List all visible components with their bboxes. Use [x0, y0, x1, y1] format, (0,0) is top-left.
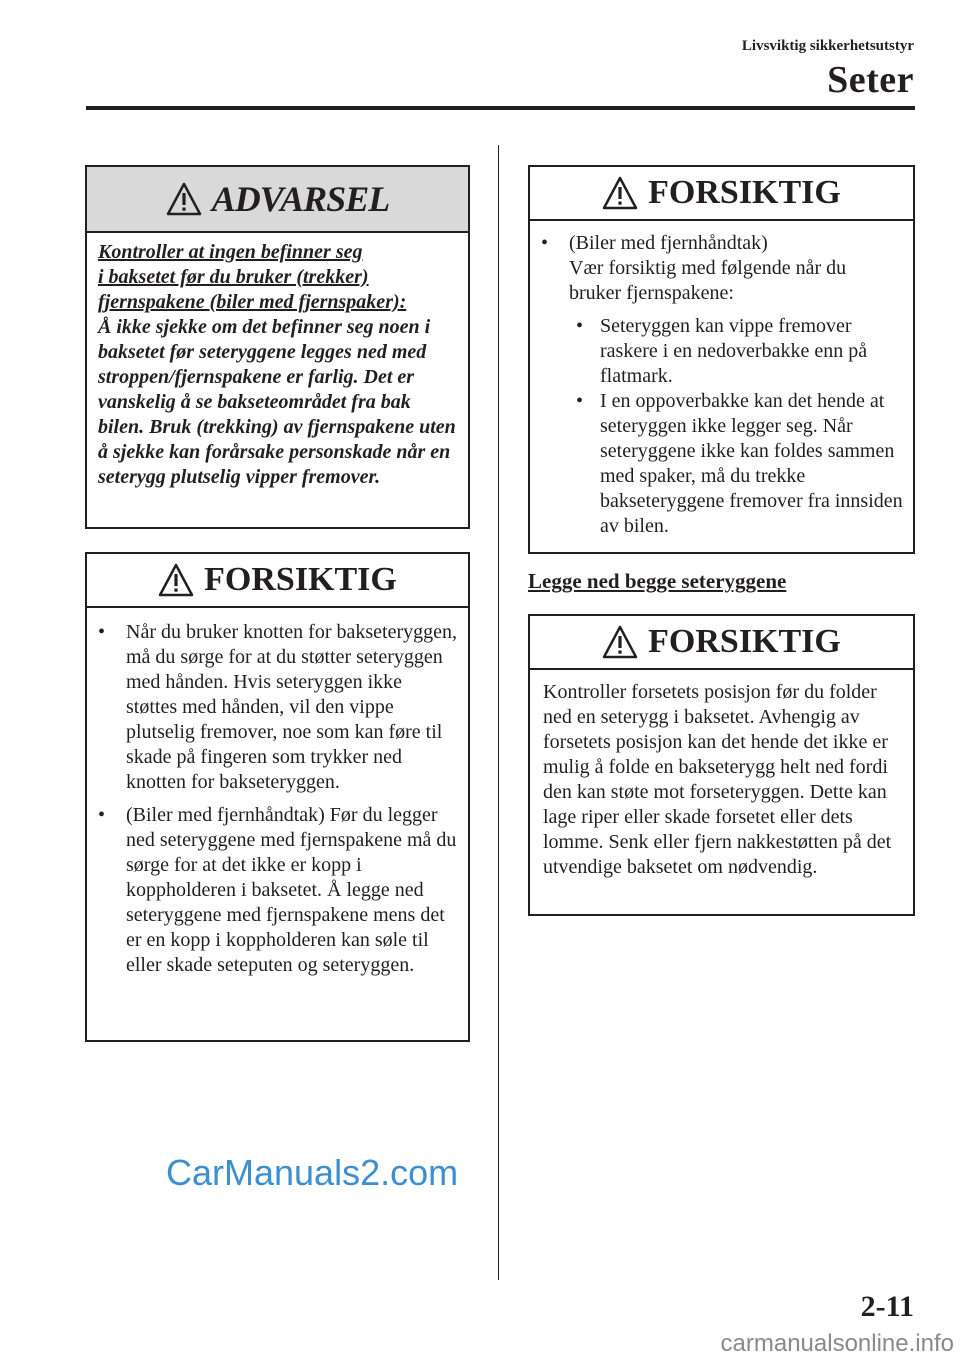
warning-triangle-icon: [166, 182, 202, 216]
sub-bullet: •: [576, 390, 584, 412]
caution-box-header: [87, 554, 468, 608]
header-rule: [86, 106, 915, 110]
caution-label: FORSIKTIG: [204, 561, 397, 598]
caution-box-left: [85, 552, 470, 1042]
warning-underlined-line: i baksetet før du bruker (trekker): [98, 266, 369, 288]
list-item-text: Vær forsiktig med følgende når du bruker fjernspakene:: [569, 257, 847, 304]
caution-body: [530, 221, 913, 539]
warning-box-header: [87, 167, 468, 233]
section-title: Livsviktig sikkerhetsutstyr: [741, 38, 914, 54]
list-item: [98, 803, 458, 978]
warning-underlined-line: Kontroller at ingen befinner seg: [98, 241, 363, 263]
warning-box: [85, 165, 470, 529]
caution-body: [87, 608, 468, 978]
section-heading: Legge ned begge seteryggene: [528, 569, 787, 593]
footer-watermark[interactable]: carmanualsonline.info: [720, 1330, 954, 1357]
warning-underlined-line: fjernspakene (biler med fjernspaker):: [98, 291, 407, 313]
caution-box-right-bottom: [528, 614, 915, 916]
caution-box-header: [530, 616, 913, 670]
list-item-text: (Biler med fjernhåndtak) Før du legger ned seteryggene med fjernspakene må du sørge for at det ikke er kopp i koppholderen i baksetet. Å legge ned seteryggene med fjernspakene mens det er en kopp i koppholderen kan søle til eller skade seteputen og seteryggen.: [126, 804, 457, 976]
sub-list-item-text: I en oppoverbakke kan det hende at seteryggen ikke legger seg. Når seteryggene ikke kan foldes sammen med spaker, må du trekke bakseteryggene fremover fra innsiden av bilen.: [600, 390, 903, 537]
caution-box-right-top: [528, 165, 915, 554]
sub-bullet: •: [576, 315, 584, 337]
warning-triangle-icon: [602, 176, 638, 210]
sub-list-item-text: Seteryggen kan vippe fremover raskere i en nedoverbakke enn på flatmark.: [600, 315, 868, 387]
page-title: Seter: [827, 59, 914, 101]
caution-body: Kontroller forsetets posisjon før du folder ned en seterygg i baksetet. Avhengig av forsetets posisjon kan det hende det ikke er mulig å folde en bakseterygg helt ned fordi den kan støte mot forseteryggen. Dette kan lage riper eller skade forsetet eller dets lomme. Senk eller fjern nakkestøtten på det utvendige baksetet om nødvendig.: [543, 681, 892, 878]
page-number: 2-11: [860, 1290, 914, 1323]
caution-label: FORSIKTIG: [648, 623, 841, 660]
bullet: •: [98, 621, 106, 643]
bullet: •: [541, 232, 549, 254]
warning-text: [87, 233, 468, 490]
list-item-text: Når du bruker knotten for bakseteryggen, må du sørge for at du støtter seteryggen med hånden. Hvis seteryggen ikke støttes med hånden, vil den vippe plutselig fremover, noe som kan føre til skade på fingeren som trykker ned knotten for bakseteryggen.: [126, 621, 457, 793]
watermark[interactable]: CarManuals2.com: [166, 1152, 459, 1193]
caution-label: FORSIKTIG: [648, 174, 841, 211]
warning-triangle-icon: [158, 563, 194, 597]
sub-list-item: [576, 314, 903, 389]
bullet: •: [98, 804, 106, 826]
caution-box-header: [530, 167, 913, 221]
list-item: [541, 231, 903, 306]
list-item-heading: (Biler med fjernhåndtak): [569, 232, 768, 254]
warning-triangle-icon: [602, 625, 638, 659]
warning-label: ADVARSEL: [211, 179, 390, 219]
column-divider: [498, 145, 499, 1280]
warning-body: Å ikke sjekke om det befinner seg noen i baksetet før seteryggene legges ned med stroppen/fjernspakene er farlig. Det er vanskelig å se bakseteområdet fra bak bilen. Bruk (trekking) av fjernspakene uten å sjekke kan forårsake personskade når en seterygg plutselig vipper fremover.: [98, 316, 456, 488]
list-item: [98, 620, 458, 795]
sub-list-item: [576, 389, 903, 539]
